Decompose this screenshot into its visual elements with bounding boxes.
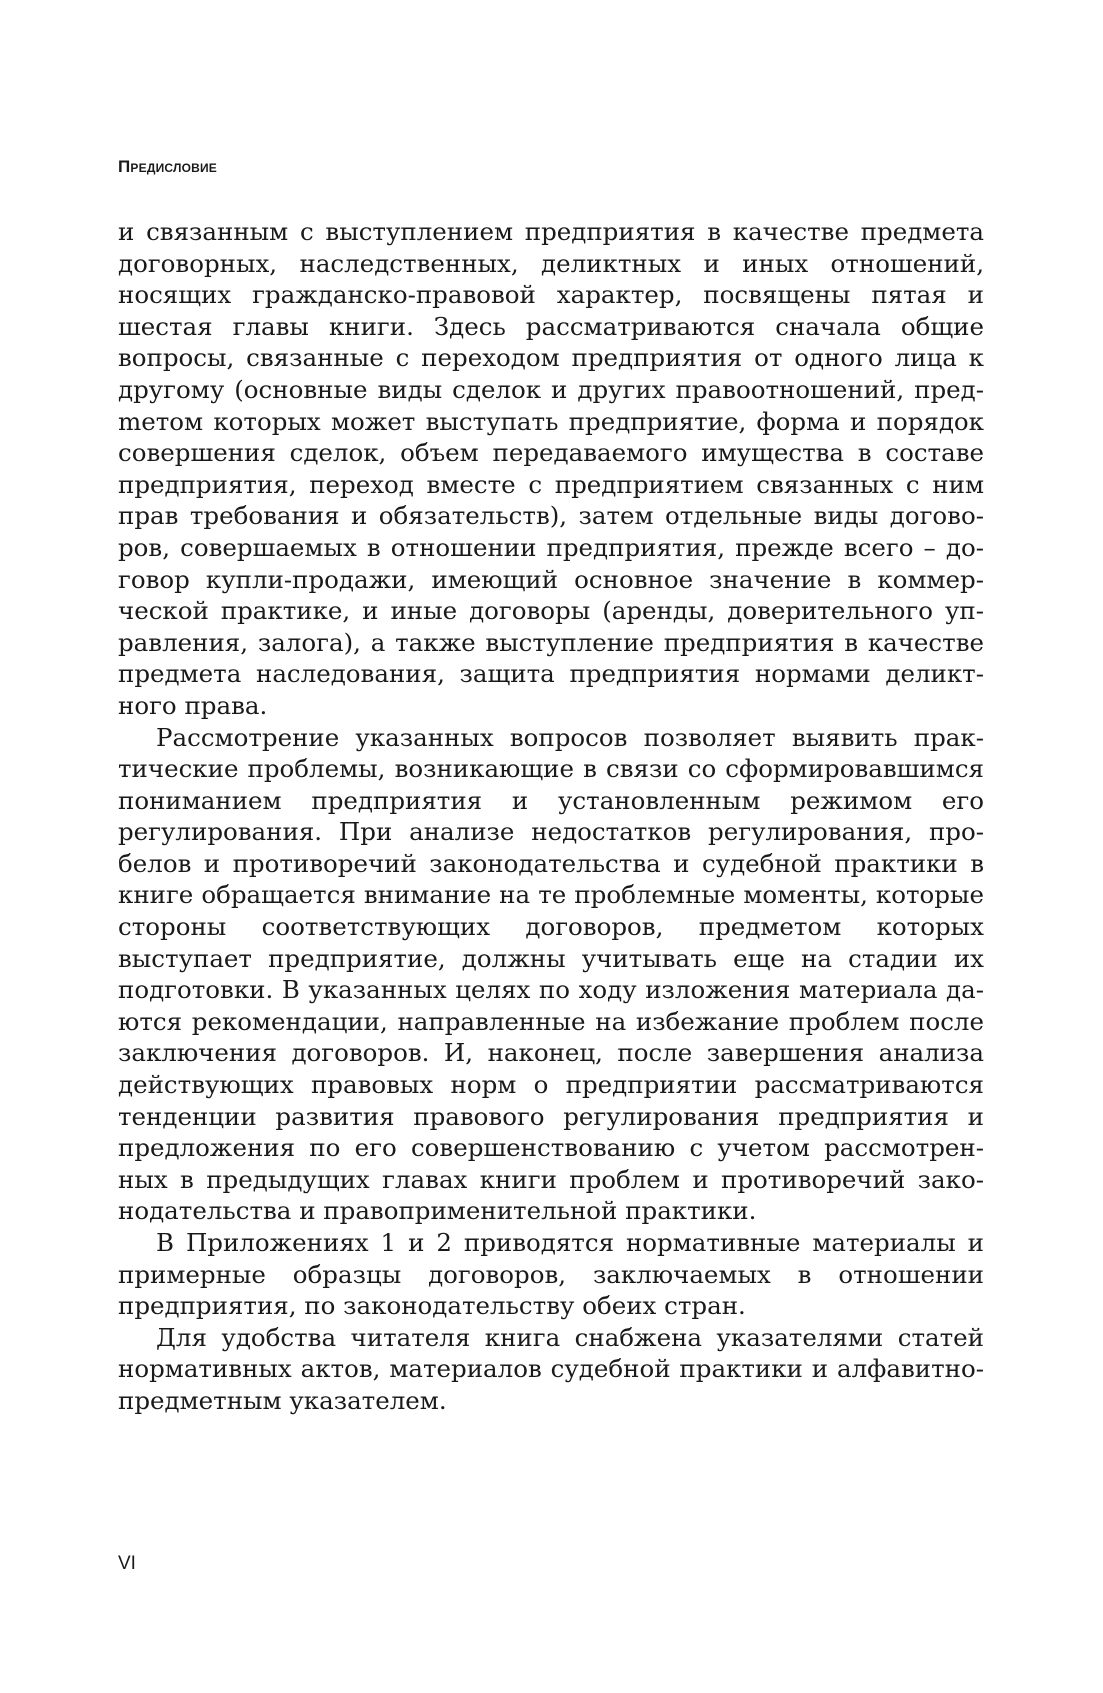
paragraph-indexes: Для удобства читателя книга снабжена указателями статей нормативных актов, материалов судебной практики и алфавитно-предметным указателем. [118, 1322, 984, 1415]
running-head: Предисловие [118, 157, 218, 176]
page-number: VI [118, 1553, 136, 1574]
paragraph-appendices: В Приложениях 1 и 2 приводятся нормативные материалы и примерные образцы договоров, заключаемых в отношении предприятия, по законодательству обеих стран. [118, 1228, 984, 1321]
body-text [118, 216, 984, 1417]
paragraph-problems: Рассмотрение указанных вопросов позволяет выявить практические проблемы, возникающие в связи со сформировавшимся пониманием предприятия и установленным режимом его регулирования. При анализе недостатков регулирования, пробелов и противоречий законодательства и судебной практики в книге обращается внимание на те проблемные моменты, которые стороны соответствующих договоров, предметом которых выступает предприятие, должны учитывать еще на стадии их подготовки. В указанных целях по ходу изложения материала даются рекомендации, направленные на избежание проблем после заключения договоров. И, наконец, после завершения анализа действующих правовых норм о предприятии рассматриваются тенденции развития правового регулирования предприятия и предложения по его совершенствованию с учетом рассмотренных в предыдущих главах книги проблем и противоречий законодательства и правоприменительной практики. [118, 722, 984, 1226]
paragraph-continuation: и связанным с выступлением предприятия в качестве предмета договорных, наследственных, деликтных и иных отношений, носящих гражданско-правовой характер, посвящены пятая и шестая главы книги. Здесь рассматриваются сначала общие вопросы, связанные с переходом предприятия от одного лица к другому (основные виды сделок и других правоотношений, предmетом которых может выступать предприятие, форма и порядок совершения сделок, объем передаваемого имущества в составе предприятия, переход вместе с предприятием связанных с ним прав требования и обязательств), затем отдельные виды договоров, совершаемых в отношении предприятия, прежде всего – договор купли-продажи, имеющий основное значение в коммерческой практике, и иные договоры (аренды, доверительного управления, залога), а также выступление предприятия в качестве предмета наследования, защита предприятия нормами деликтного права. [118, 217, 984, 720]
